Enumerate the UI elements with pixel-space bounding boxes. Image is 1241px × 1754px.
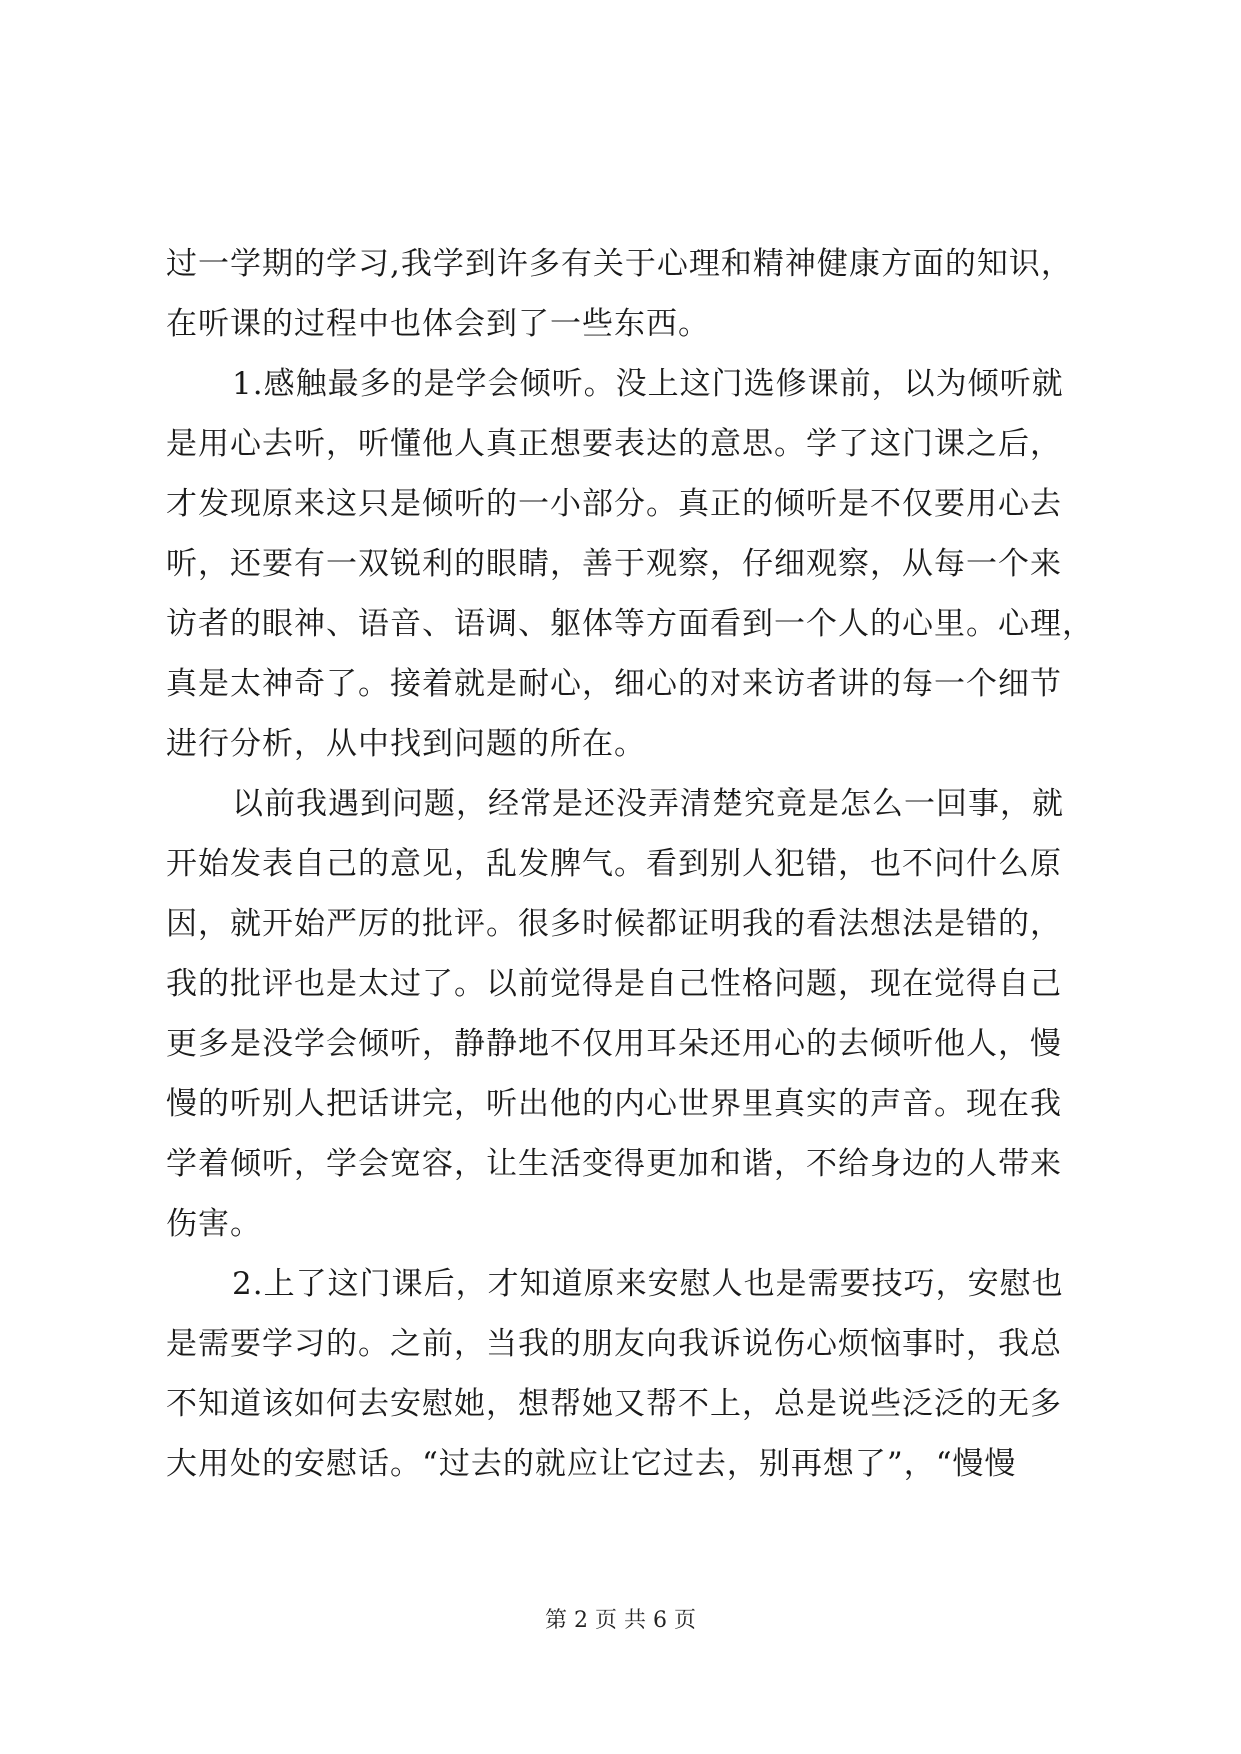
text-line: 更多是没学会倾听，静静地不仅用耳朵还用心的去倾听他人，慢 [166,1026,1062,1062]
text-line: 我的批评也是太过了。以前觉得是自己性格问题，现在觉得自己 [166,966,1062,1002]
text-line: 过一学期的学习,我学到许多有关于心理和精神健康方面的知识， [166,246,1073,282]
text-line: 是需要学习的。之前，当我的朋友向我诉说伤心烦恼事时，我总 [166,1326,1062,1362]
text-line: 才发现原来这只是倾听的一小部分。真正的倾听是不仅要用心去 [166,486,1062,522]
body-text [166,234,1094,1494]
text-line: 因，就开始严厉的批评。很多时候都证明我的看法想法是错的， [166,906,1062,942]
page-number-footer: 第 2 页 共 6 页 [545,1608,696,1633]
text-line: 1.感触最多的是学会倾听。没上这门选修课前，以为倾听就 [232,366,1064,402]
text-line: 在听课的过程中也体会到了一些东西。 [166,306,710,342]
text-line: 大用处的安慰话。“过去的就应让它过去，别再想了”，“慢慢 [166,1446,1017,1482]
text-line: 访者的眼神、语音、语调、躯体等方面看到一个人的心里。心理， [166,606,1094,642]
text-line: 学着倾听，学会宽容，让生活变得更加和谐，不给身边的人带来 [166,1146,1062,1182]
text-line: 2.上了这门课后，才知道原来安慰人也是需要技巧，安慰也 [232,1266,1064,1302]
text-line: 以前我遇到问题，经常是还没弄清楚究竟是怎么一回事，就 [232,786,1064,822]
text-line: 不知道该如何去安慰她，想帮她又帮不上，总是说些泛泛的无多 [166,1386,1062,1422]
text-line: 是用心去听，听懂他人真正想要表达的意思。学了这门课之后， [166,426,1062,462]
text-line: 进行分析，从中找到问题的所在。 [166,726,646,762]
text-line: 伤害。 [166,1206,262,1242]
text-line: 真是太神奇了。接着就是耐心，细心的对来访者讲的每一个细节 [166,666,1062,702]
text-line: 慢的听别人把话讲完，听出他的内心世界里真实的声音。现在我 [166,1086,1062,1122]
text-line: 开始发表自己的意见，乱发脾气。看到别人犯错，也不问什么原 [166,846,1062,882]
text-line: 听，还要有一双锐利的眼睛，善于观察，仔细观察，从每一个来 [166,546,1062,582]
